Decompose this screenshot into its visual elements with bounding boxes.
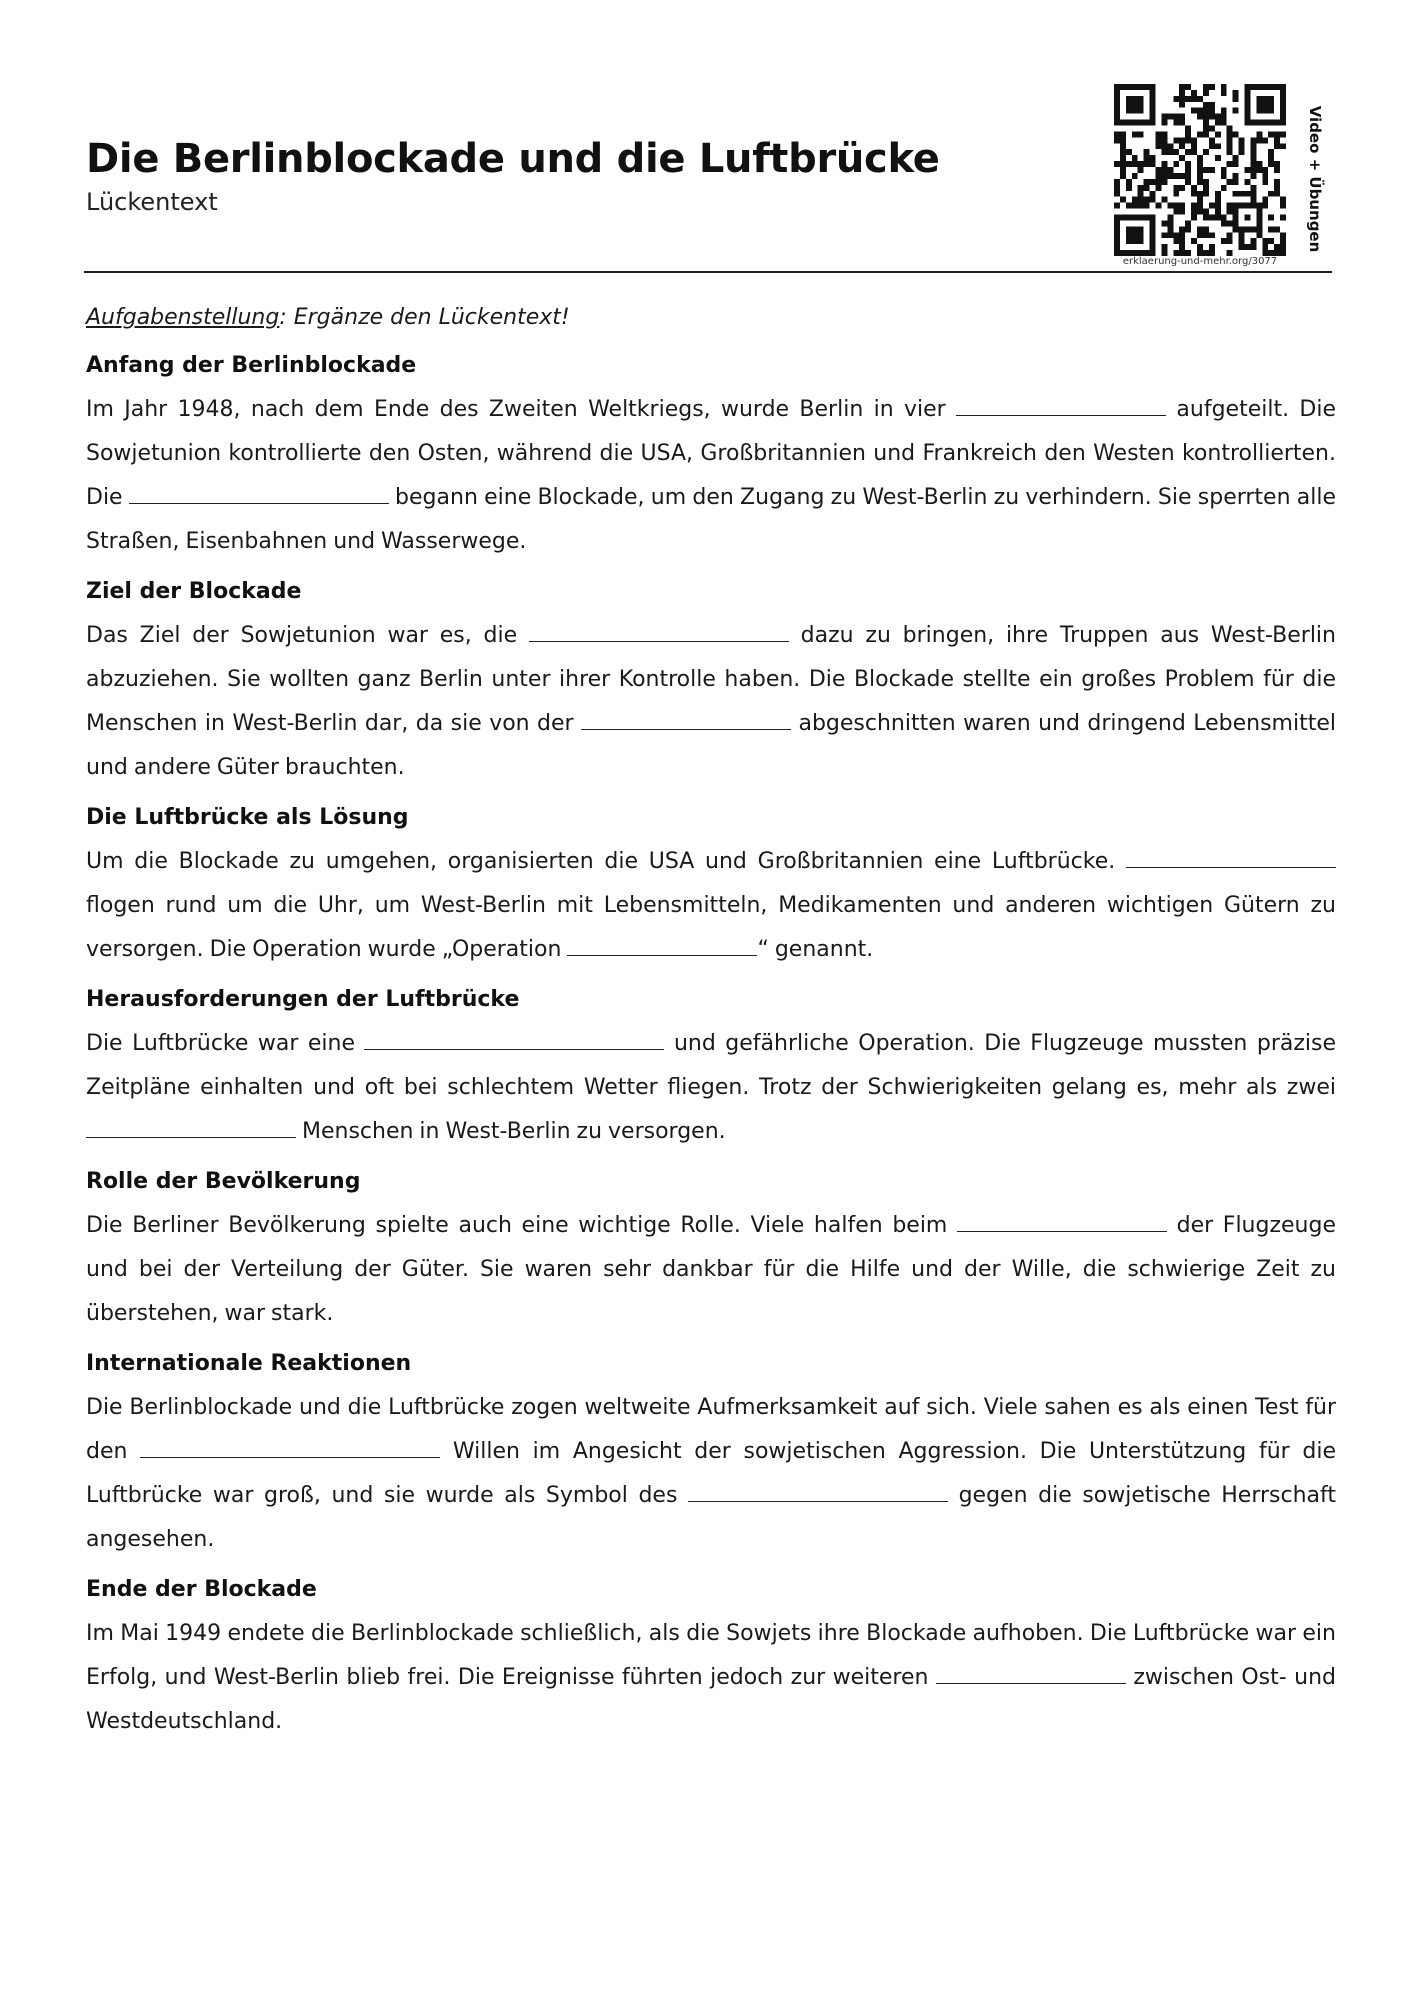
- task-instruction: [86, 302, 1336, 334]
- text-part: und gefährliche Operation. Die Flugzeuge mussten präzise Zeitpläne einhalten und oft bei schlechtem Wetter fliegen. Trotz der Schwierigkeiten gelang es, mehr als zwei: [86, 1031, 1336, 1100]
- section-heading: Anfang der Berlinblockade: [86, 353, 417, 378]
- blank-field[interactable]: [956, 395, 1166, 416]
- blank-field[interactable]: [1126, 847, 1336, 868]
- section-text: [86, 1022, 1336, 1154]
- section-text: [86, 1612, 1336, 1744]
- blank-field[interactable]: [688, 1481, 948, 1502]
- text-part: Im Jahr 1948, nach dem Ende des Zweiten Weltkriegs, wurde Berlin in vier: [86, 397, 957, 422]
- section-text: [86, 840, 1336, 972]
- text-part: abgeschnitten waren und dringend Lebensmittel und andere Güter brauchten.: [86, 711, 1337, 780]
- text-part: Das Ziel der Sowjetunion war es, die: [86, 623, 529, 648]
- blank-field[interactable]: [567, 935, 757, 956]
- text-part: Willen im Angesicht der sowjetischen Aggression. Die Unterstützung für die Luftbrücke war groß, und sie wurde als Symbol des: [86, 1439, 1336, 1508]
- section-heading: Ende der Blockade: [86, 1577, 317, 1602]
- text-part: aufgeteilt. Die Sowjetunion kontrollierte den Osten, während die USA, Großbritannien und Frankreich den Westen kontrollierten. Die: [86, 397, 1336, 510]
- text-part: gegen die sowjetische Herrschaft angesehen.: [86, 1483, 1336, 1552]
- page-title: Die Berlinblockade und die Luftbrücke: [86, 136, 940, 182]
- text-part: der Flugzeuge und bei der Verteilung der Güter. Sie waren sehr dankbar für die Hilfe und der Wille, die schwierige Zeit zu überstehen, war stark.: [86, 1213, 1336, 1326]
- section-reaktionen: [86, 1348, 1336, 1562]
- section-anfang: [86, 350, 1336, 564]
- worksheet-content: [86, 302, 1336, 1756]
- page-subtitle: Lückentext: [86, 188, 218, 216]
- text-part: Um die Blockade zu umgehen, organisierten die USA und Großbritannien eine Luftbrücke.: [86, 849, 1126, 874]
- section-herausforderungen: [86, 984, 1336, 1154]
- blank-field[interactable]: [529, 621, 789, 642]
- blank-field[interactable]: [957, 1211, 1167, 1232]
- qr-url[interactable]: erklaerung-und-mehr.org/3077: [1122, 256, 1278, 267]
- header-divider: [84, 271, 1332, 273]
- section-luftbruecke: [86, 802, 1336, 972]
- qr-block[interactable]: [1114, 84, 1294, 274]
- qr-side-label: [1300, 104, 1330, 254]
- blank-field[interactable]: [936, 1663, 1126, 1684]
- section-heading: Herausforderungen der Luftbrücke: [86, 987, 520, 1012]
- header: [86, 136, 940, 216]
- text-part: dazu zu bringen, ihre Truppen aus West-Berlin abzuziehen. Sie wollten ganz Berlin unter ihrer Kontrolle haben. Die Blockade stellte ein großes Problem für die Menschen in West-Berlin dar, da sie von der: [86, 623, 1336, 736]
- task-text: : Ergänze den Lückentext!: [279, 305, 570, 330]
- blank-field[interactable]: [129, 483, 389, 504]
- text-part: begann eine Blockade, um den Zugang zu West-Berlin zu verhindern. Sie sperrten alle Straßen, Eisenbahnen und Wasserwege.: [86, 485, 1337, 554]
- section-heading: Rolle der Bevölkerung: [86, 1169, 361, 1194]
- text-part: Die Berliner Bevölkerung spielte auch eine wichtige Rolle. Viele halfen beim: [86, 1213, 957, 1238]
- text-part: Menschen in West-Berlin zu versorgen.: [296, 1119, 726, 1144]
- blank-field[interactable]: [364, 1029, 664, 1050]
- section-heading: Internationale Reaktionen: [86, 1351, 412, 1376]
- section-text: [86, 1204, 1336, 1336]
- section-text: [86, 614, 1336, 790]
- section-heading: Ziel der Blockade: [86, 579, 302, 604]
- text-part: Im Mai 1949 endete die Berlinblockade schließlich, als die Sowjets ihre Blockade aufhoben. Die Luftbrücke war ein Erfolg, und West-Berlin blieb frei. Die Ereignisse führten jedoch zur weiteren: [86, 1621, 1336, 1690]
- text-part: Die Luftbrücke war eine: [86, 1031, 365, 1056]
- blank-field[interactable]: [140, 1437, 440, 1458]
- blank-field[interactable]: [86, 1117, 296, 1138]
- text-part: zwischen Ost- und Westdeutschland.: [86, 1665, 1336, 1734]
- section-heading: Die Luftbrücke als Lösung: [86, 805, 409, 830]
- section-text: [86, 388, 1336, 564]
- section-text: [86, 1386, 1336, 1562]
- section-bevoelkerung: [86, 1166, 1336, 1336]
- task-label: Aufgabenstellung: [86, 305, 280, 330]
- qr-code-icon[interactable]: [1114, 84, 1286, 256]
- qr-side-label-text: Video + Übungen: [1306, 105, 1324, 253]
- section-ende: [86, 1574, 1336, 1744]
- section-ziel: [86, 576, 1336, 790]
- blank-field[interactable]: [581, 709, 791, 730]
- text-part: Die Berlinblockade und die Luftbrücke zogen weltweite Aufmerksamkeit auf sich. Viele sahen es als einen Test für den: [86, 1395, 1336, 1464]
- text-part: “ genannt.: [757, 937, 874, 962]
- text-part: flogen rund um die Uhr, um West-Berlin mit Lebensmitteln, Medikamenten und anderen wichtigen Gütern zu versorgen. Die Operation wurde „Operation: [86, 893, 1336, 962]
